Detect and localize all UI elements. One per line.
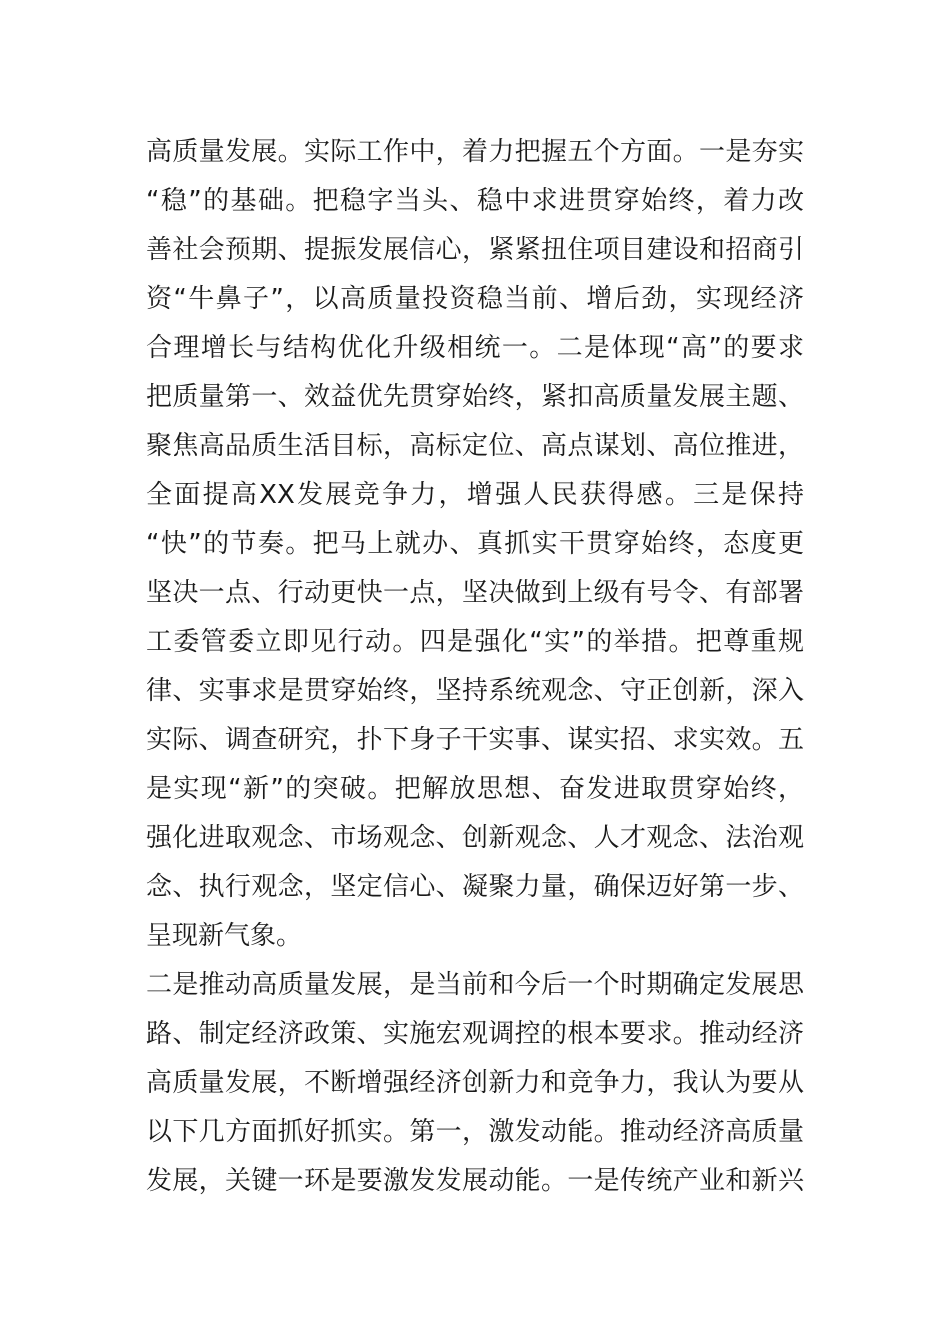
text-line: 工委管委立即见行动。四是强化“实”的举措。把尊重规 [146, 627, 804, 657]
text-line: 资“牛鼻子”，以高质量投资稳当前、增后劲，实现经济 [146, 284, 804, 314]
text-line: 呈现新气象。 [146, 921, 303, 951]
text-line: 是实现“新”的突破。把解放思想、奋发进取贯穿始终， [146, 774, 804, 804]
text-line: 念、执行观念，坚定信心、凝聚力量，确保迈好第一步、 [146, 872, 804, 902]
text-line: 高质量发展。实际工作中，着力把握五个方面。一是夯实 [146, 137, 804, 167]
text-line: “快”的节奏。把马上就办、真抓实干贯穿始终，态度更 [146, 529, 804, 559]
text-line: 高质量发展，不断增强经济创新力和竞争力，我认为要从 [146, 1068, 804, 1098]
text-line: 善社会预期、提振发展信心，紧紧扭住项目建设和招商引 [146, 235, 804, 265]
text-line: 发展，关键一环是要激发发展动能。一是传统产业和新兴 [146, 1166, 804, 1196]
text-line: 聚焦高品质生活目标，高标定位、高点谋划、高位推进， [146, 431, 804, 461]
text-line: 全面提高XX发展竞争力，增强人民获得感。三是保持 [146, 480, 804, 510]
text-line: 合理增长与结构优化升级相统一。二是体现“高”的要求 [146, 333, 804, 363]
text-line: “稳”的基础。把稳字当头、稳中求进贯穿始终，着力改 [146, 186, 804, 216]
text-line: 以下几方面抓好抓实。第一，激发动能。推动经济高质量 [146, 1117, 804, 1147]
text-line: 实际、调查研究，扑下身子干实事、谋实招、求实效。五 [146, 725, 804, 755]
text-line: 路、制定经济政策、实施宏观调控的根本要求。推动经济 [146, 1019, 804, 1049]
text-line: 二是推动高质量发展，是当前和今后一个时期确定发展思 [146, 970, 804, 1000]
text-line: 把质量第一、效益优先贯穿始终，紧扣高质量发展主题、 [146, 382, 804, 412]
text-line: 律、实事求是贯穿始终，坚持系统观念、守正创新，深入 [146, 676, 804, 706]
text-line: 强化进取观念、市场观念、创新观念、人才观念、法治观 [146, 823, 804, 853]
text-line: 坚决一点、行动更快一点，坚决做到上级有号令、有部署 [146, 578, 804, 608]
